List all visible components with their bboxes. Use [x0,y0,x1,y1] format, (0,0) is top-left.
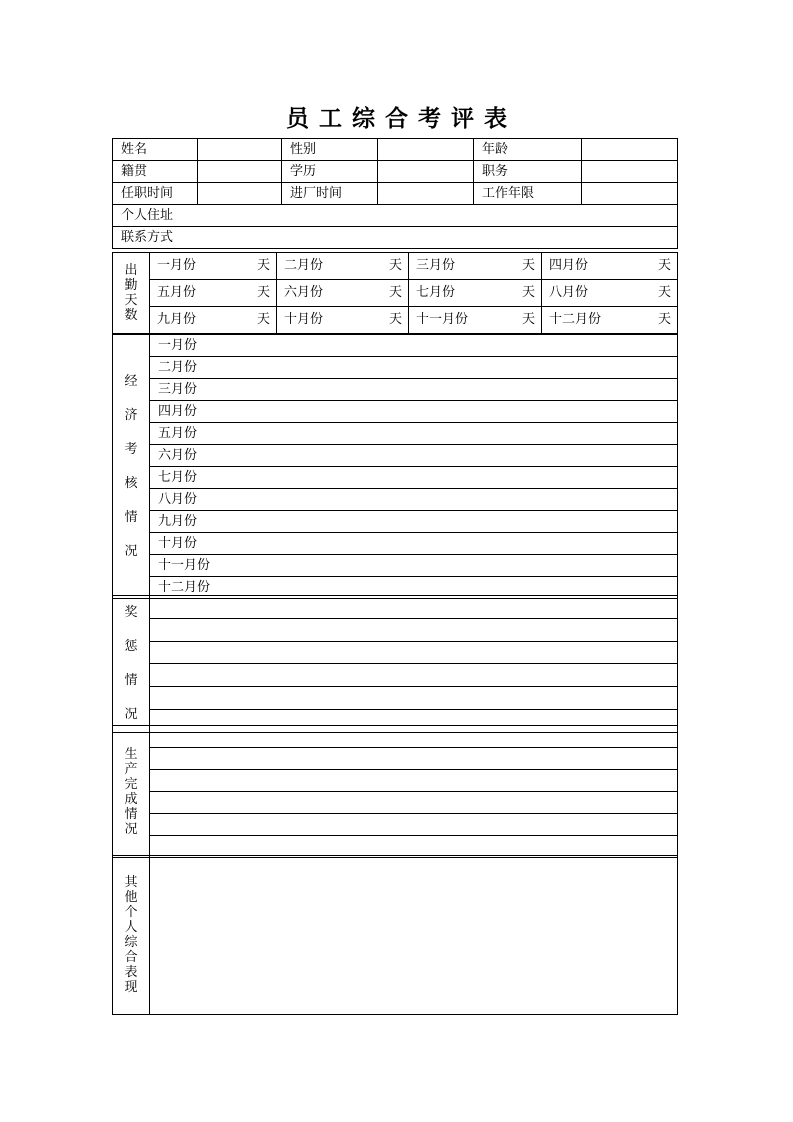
other-side-label [113,856,150,1015]
economic-assessment-table [112,334,678,599]
production-entry-row[interactable] [150,814,678,836]
other-performance-area[interactable] [150,856,678,1015]
table-row [113,467,678,489]
side-char: 出 [124,263,138,278]
side-char: 表 [124,965,138,980]
side-char: 生 [124,746,138,762]
table-row [113,139,678,161]
month-label: 四月份 [549,258,589,273]
side-char: 情 [124,806,138,822]
production-entry-row[interactable] [150,748,678,770]
month-label: 八月份 [549,285,589,300]
side-char: 情 [124,673,138,688]
side-char: 数 [124,308,138,323]
production-entry-row[interactable] [150,726,678,748]
month-label: 十二月份 [549,312,602,327]
table-row [113,596,678,619]
title-char: 工 [319,105,342,132]
attendance-cell[interactable] [542,280,678,307]
label-entry-date: 进厂时间 [282,183,378,205]
unit-label: 天 [521,285,535,300]
economic-month-row[interactable]: 七月份 [150,467,678,489]
side-char: 完 [124,776,138,792]
production-table [112,725,678,858]
reward-penalty-table [112,595,678,733]
month-label: 五月份 [157,285,197,300]
production-entry-row[interactable] [150,792,678,814]
table-row [113,748,678,770]
side-char: 综 [124,935,138,950]
attendance-cell[interactable] [150,307,277,334]
unit-label: 天 [256,258,270,273]
economic-month-row[interactable]: 八月份 [150,489,678,511]
unit-label: 天 [388,258,402,273]
reward-entry-row[interactable] [150,664,678,687]
unit-label: 天 [657,312,671,327]
unit-label: 天 [521,312,535,327]
table-row [113,253,678,280]
side-char: 勤 [124,278,138,293]
value-tenure[interactable] [198,183,282,205]
table-row [113,161,678,183]
side-char: 经 [124,373,138,389]
side-char: 济 [124,407,138,423]
attendance-side-label [113,253,150,334]
table-row [113,445,678,467]
month-label: 九月份 [157,312,197,327]
label-name: 姓名 [113,139,198,161]
other-performance-table [112,855,678,1015]
unit-label: 天 [388,312,402,327]
table-row [113,814,678,836]
side-char: 其 [124,875,138,890]
side-char: 况 [124,821,138,837]
side-char: 个 [124,905,138,920]
table-row [113,641,678,664]
table-row [113,555,678,577]
economic-month-row[interactable]: 十二月份 [150,577,678,599]
month-label: 三月份 [416,258,456,273]
value-name[interactable] [198,139,282,161]
value-age[interactable] [582,139,678,161]
label-address[interactable]: 个人住址 [113,205,678,227]
table-row [113,664,678,687]
form-title [0,100,793,133]
reward-entry-row[interactable] [150,618,678,641]
table-row [113,856,678,1015]
economic-month-row[interactable]: 五月份 [150,423,678,445]
table-row [113,307,678,334]
table-row [113,379,678,401]
economic-month-row[interactable]: 四月份 [150,401,678,423]
label-native-place: 籍贯 [113,161,198,183]
title-char: 表 [484,105,507,132]
side-char: 况 [124,707,138,722]
label-position: 职务 [474,161,582,183]
value-education[interactable] [378,161,474,183]
side-char: 奖 [124,605,138,620]
table-row [113,423,678,445]
month-label: 十一月份 [416,312,469,327]
reward-entry-row[interactable] [150,641,678,664]
attendance-cell[interactable] [409,253,542,280]
side-char: 产 [124,761,138,777]
economic-month-row[interactable]: 三月份 [150,379,678,401]
label-gender: 性别 [282,139,378,161]
month-label: 七月份 [416,285,456,300]
table-row [113,357,678,379]
side-char: 现 [124,980,138,995]
reward-entry-row[interactable] [150,687,678,710]
attendance-cell[interactable] [150,280,277,307]
attendance-table [112,252,678,334]
title-char: 合 [385,105,408,132]
month-label: 六月份 [284,285,324,300]
table-row [113,489,678,511]
table-row [113,618,678,641]
economic-month-row[interactable]: 二月份 [150,357,678,379]
attendance-cell[interactable] [277,280,409,307]
label-contact[interactable]: 联系方式 [113,227,678,249]
month-label: 一月份 [157,258,197,273]
economic-side-label [113,335,150,599]
title-char: 综 [352,105,375,132]
table-row [113,280,678,307]
side-char: 核 [124,475,138,491]
table-row [113,792,678,814]
economic-month-row[interactable]: 九月份 [150,511,678,533]
attendance-cell[interactable] [409,280,542,307]
side-char: 况 [124,543,138,559]
table-row [113,726,678,748]
attendance-cell[interactable] [409,307,542,334]
side-char: 成 [124,791,138,807]
production-side-label [113,726,150,858]
side-char: 人 [124,920,138,935]
economic-month-row[interactable]: 十一月份 [150,555,678,577]
value-gender[interactable] [378,139,474,161]
table-row [113,227,678,249]
production-entry-row[interactable] [150,770,678,792]
side-char: 天 [124,293,138,308]
unit-label: 天 [657,285,671,300]
value-work-years[interactable] [582,183,678,205]
attendance-cell[interactable] [277,253,409,280]
attendance-cell[interactable] [277,307,409,334]
reward-entry-row[interactable] [150,596,678,619]
table-row [113,401,678,423]
month-label: 十月份 [284,312,324,327]
unit-label: 天 [256,312,270,327]
unit-label: 天 [657,258,671,273]
table-row [113,770,678,792]
side-char: 考 [124,441,138,457]
table-row [113,533,678,555]
attendance-cell[interactable] [150,253,277,280]
month-label: 二月份 [284,258,324,273]
label-age: 年龄 [474,139,582,161]
economic-month-row[interactable]: 六月份 [150,445,678,467]
side-char: 他 [124,890,138,905]
title-char: 评 [451,105,474,132]
economic-month-row[interactable]: 一月份 [150,335,678,357]
unit-label: 天 [521,258,535,273]
label-work-years: 工作年限 [474,183,582,205]
basic-info-table [112,138,678,249]
title-char: 员 [286,105,309,132]
value-position[interactable] [582,161,678,183]
side-char: 惩 [124,639,138,654]
title-char: 考 [418,105,441,132]
label-tenure: 任职时间 [113,183,198,205]
attendance-cell[interactable] [542,253,678,280]
table-row [113,335,678,357]
label-education: 学历 [282,161,378,183]
table-row [113,205,678,227]
attendance-cell[interactable] [542,307,678,334]
side-char: 合 [124,950,138,965]
unit-label: 天 [388,285,402,300]
value-entry-date[interactable] [378,183,474,205]
table-row [113,687,678,710]
reward-side-label [113,596,150,733]
value-native-place[interactable] [198,161,282,183]
economic-month-row[interactable]: 十月份 [150,533,678,555]
unit-label: 天 [256,285,270,300]
table-row [113,511,678,533]
table-row [113,183,678,205]
side-char: 情 [124,509,138,525]
